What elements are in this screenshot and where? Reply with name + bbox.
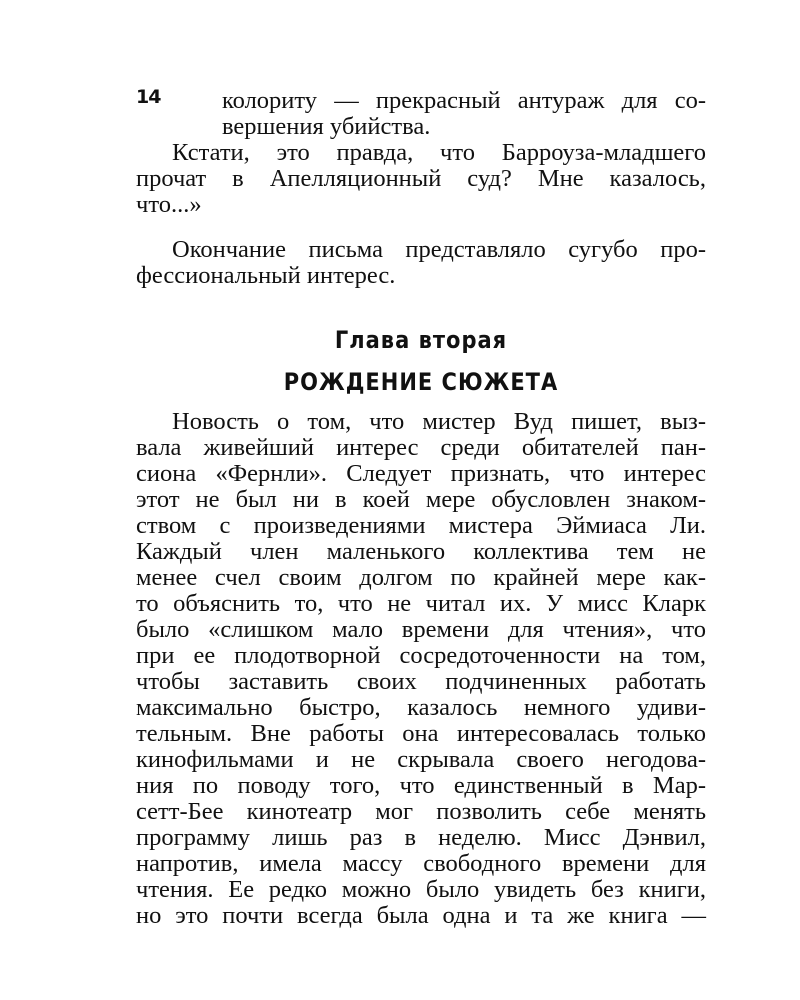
text-line: ством с произведениями мистера Эймиаса Ли. [136, 512, 706, 539]
text-line: Окончание письма представляло сугубо про- [172, 236, 706, 263]
page-number: 14 [136, 86, 161, 108]
text-line: было «слишком мало времени для чтения», что [136, 616, 706, 643]
text-line: Кстати, это правда, что Барроуза-младшего [172, 139, 706, 166]
text-line: чтобы заставить своих подчиненных работать [136, 668, 706, 695]
text-line: то объяснить то, что не читал их. У мисс Кларк [136, 590, 706, 617]
text-line: фессиональный интерес. [136, 262, 396, 289]
text-line: напротив, имела массу свободного времени для [136, 850, 706, 877]
text-line: при ее плодотворной сосредоточенности на том, [136, 642, 706, 669]
text-line: кинофильмами и не скрывала своего негодова- [136, 746, 706, 773]
text-line: вала живейший интерес среди обитателей пан- [136, 434, 706, 461]
chapter-title: Глава вторая [334, 326, 508, 354]
text-line: но это почти всегда была одна и та же книга — [136, 902, 706, 929]
text-line: максимально быстро, казалось немного удиви- [136, 694, 706, 721]
text-line: сетт-Бее кинотеатр мог позволить себе менять [136, 798, 706, 825]
text-line: Новость о том, что мистер Вуд пишет, выз- [172, 408, 706, 435]
text-line: программу лишь раз в неделю. Мисс Дэнвил, [136, 824, 706, 851]
text-line: тельным. Вне работы она интересовалась только [136, 720, 706, 747]
text-line: колориту — прекрасный антураж для со- [222, 87, 706, 114]
chapter-subtitle: РОЖДЕНИЕ СЮЖЕТА [283, 368, 559, 396]
text-line: сиона «Фернли». Следует признать, что интерес [136, 460, 706, 487]
text-line: Каждый член маленького коллектива тем не [136, 538, 706, 565]
text-line: чтения. Ее редко можно было увидеть без книги, [136, 876, 706, 903]
text-line: этот не был ни в коей мере обусловлен знаком- [136, 486, 706, 513]
text-line: прочат в Апелляционный суд? Мне казалось, [136, 165, 706, 192]
text-line: вершения убийства. [222, 113, 431, 140]
text-line: что...» [136, 191, 202, 218]
text-line: ния по поводу того, что единственный в Мар- [136, 772, 706, 799]
text-line: менее счел своим долгом по крайней мере как- [136, 564, 706, 591]
